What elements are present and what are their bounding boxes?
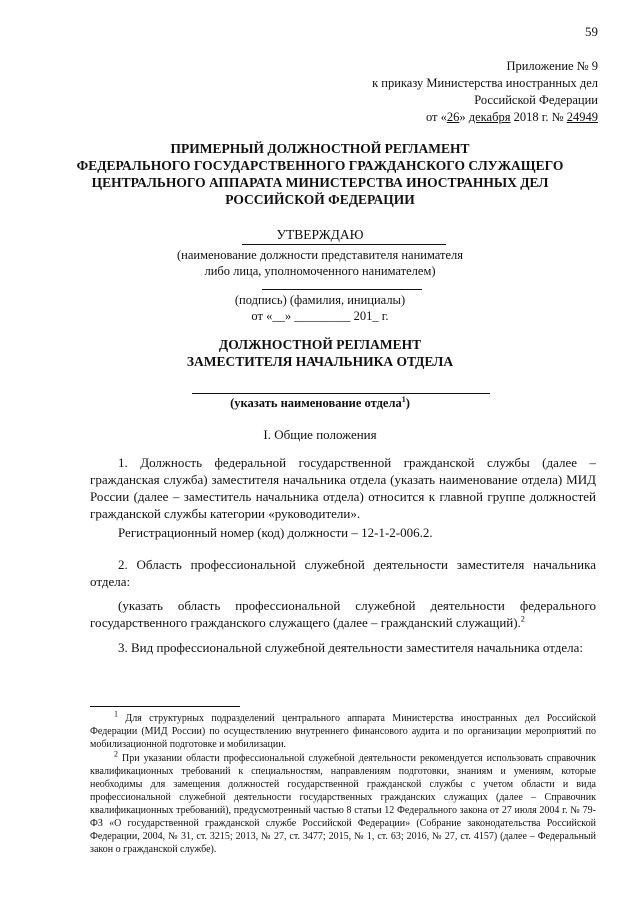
- appendix-order-number: 24949: [566, 110, 598, 124]
- approval-date: от «__» _________ 201_ г.: [251, 309, 389, 323]
- paragraph-1: 1. Должность федеральной государственной гражданской службы (далее – гражданская служба) заместителя начальника отдела (указать наименование отдела) МИД России (далее – заместитель начальника отдела) относится к главной группе должностей гражданской службы категории «руководители».: [90, 455, 596, 521]
- appendix-order-line: к приказу Министерства иностранных дел: [372, 76, 598, 90]
- appendix-ministry-line: Российской Федерации: [474, 93, 598, 107]
- signature-caption: (подпись) (фамилия, инициалы): [234, 293, 406, 307]
- approver-position-note: (наименование должности представителя нанимателя либо лица, уполномоченного нанимателем): [177, 248, 463, 278]
- page-number: 59: [585, 24, 598, 39]
- paragraph-3: 3. Вид профессиональной служебной деятельности заместителя начальника отдела:: [118, 640, 583, 655]
- footnote-divider: [90, 706, 240, 707]
- appendix-header: [298, 58, 598, 126]
- department-name-line: [192, 393, 490, 394]
- section-title: I. Общие положения: [263, 427, 377, 442]
- appendix-date-month: декабря: [468, 110, 511, 124]
- department-placeholder: (указать наименование отдела$^1$): [230, 394, 410, 410]
- approve-heading: УТВЕРЖДАЮ: [276, 227, 364, 242]
- paragraph-registration-number: Регистрационный номер (код) должности – 12-1-2-006.2.: [118, 525, 433, 540]
- footnote-1: $^1$ Для структурных подразделений центрального аппарата Министерства иностранных дел Российской Федерации (МИД России) по осуществлению внутреннего финансового аудита и по организации мероприятий по мобилизационной подготовке и мобилизации.: [90, 709, 596, 750]
- document-title: ПРИМЕРНЫЙ ДОЛЖНОСТНОЙ РЕГЛАМЕНТ ФЕДЕРАЛЬНОГО ГОСУДАРСТВЕННОГО ГРАЖДАНСКОГО СЛУЖАЩЕГО ЦЕНТРАЛЬНОГО АППАРАТА МИНИСТЕРСТВА ИНОСТРАННЫХ ДЕЛ РОССИЙСКОЙ ФЕДЕРАЦИИ: [76, 141, 564, 207]
- footnote-2: $^2$ При указании области профессиональной служебной деятельности рекомендуется использовать справочник квалификационных требований к специальностям, направлениям подготовки, знаниям и умениям, которые необходимы для замещения должностей государственной гражданской службы с учетом области и вида профессиональной служебной деятельности государственных гражданских служащих (далее – Справочник квалификационных требований), предусмотренный частью 8 статьи 12 Федерального закона от 27 июля 2004 г. № 79-ФЗ «О государственной гражданской службе Российской Федерации» (Собрание законодательства Российской Федерации, 2004, № 31, ст. 3215; 2013, № 27, ст. 3477; 2015, № 1, ст. 63; 2016, № 27, ст. 4157) (далее – Федеральный закон о гражданской службе).: [90, 749, 596, 855]
- paragraph-2: 2. Область профессиональной служебной деятельности заместителя начальника отдела:: [90, 557, 596, 589]
- signature-block: [60, 292, 580, 324]
- approver-position-line: [242, 244, 446, 245]
- footnote-ref-1: 1: [401, 394, 406, 404]
- regulation-title: ДОЛЖНОСТНОЙ РЕГЛАМЕНТ ЗАМЕСТИТЕЛЯ НАЧАЛЬНИКА ОТДЕЛА: [186, 337, 454, 369]
- footnote-ref-2: 2: [520, 614, 525, 624]
- signature-line: [262, 289, 422, 290]
- appendix-date-line: от «26» декабря 2018 г. № 24949: [425, 110, 598, 124]
- appendix-number: Приложение № 9: [506, 59, 598, 73]
- paragraph-area-placeholder: (указать область профессиональной служебной деятельности федерального государственного гражданского служащего (далее – гражданский служащий).$^2$: [90, 598, 596, 630]
- appendix-date-day: 26: [446, 110, 460, 124]
